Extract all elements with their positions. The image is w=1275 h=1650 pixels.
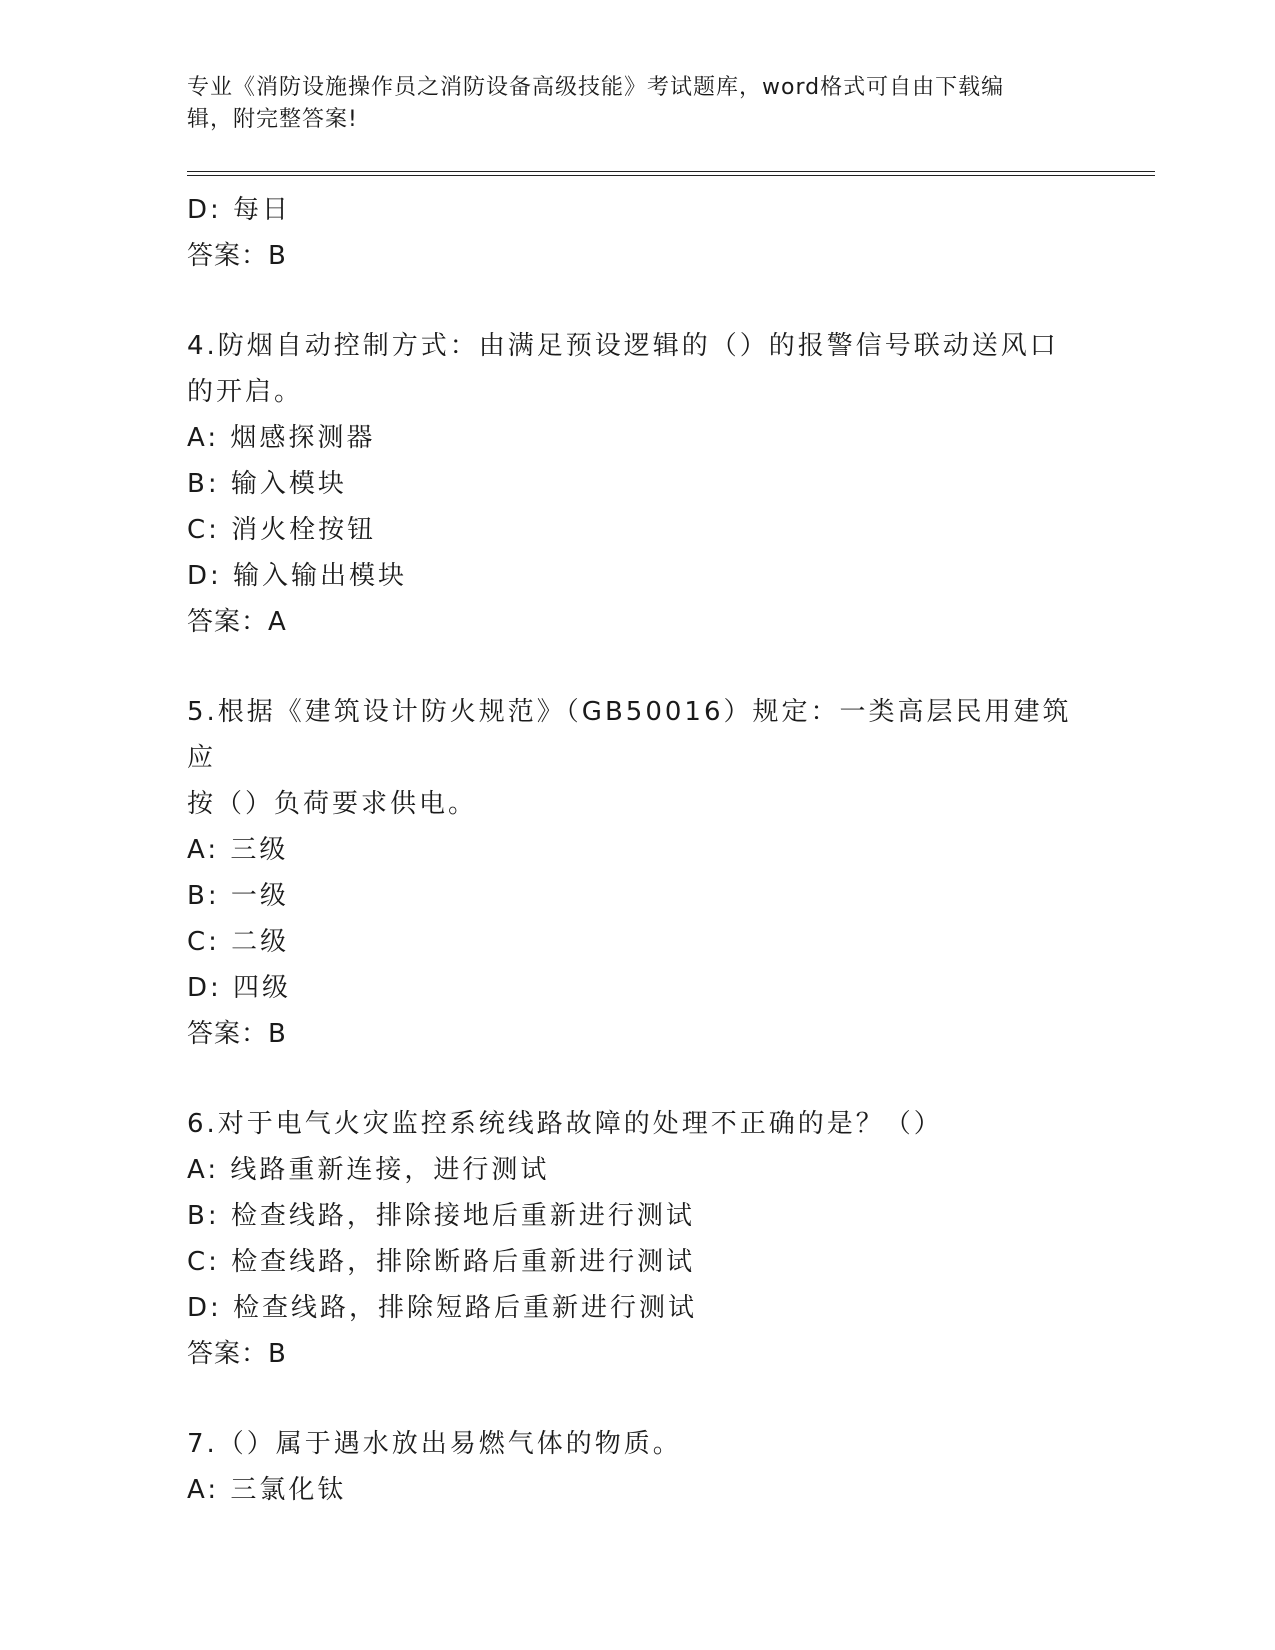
question-4 (187, 323, 1087, 645)
question-stem: 5.根据《建筑设计防火规范》（GB50016）规定：一类高层民用建筑应 (187, 697, 1072, 773)
header-line-1: 专业《消防设施操作员之消防设备高级技能》考试题库，word格式可自由下载编 (187, 75, 1005, 100)
option-b: B: 一级 (187, 881, 289, 911)
option-b: B: 输入模块 (187, 469, 347, 499)
question-stem-cont: 按（）负荷要求供电。 (187, 789, 478, 819)
option-c: C: 二级 (187, 927, 290, 957)
option-b: B: 检查线路，排除接地后重新进行测试 (187, 1201, 695, 1231)
question-stem: 7.（）属于遇水放出易燃气体的物质。 (187, 1429, 682, 1459)
header-rule-top (187, 171, 1155, 172)
option-a: A: 烟感探测器 (187, 423, 376, 453)
question-stem: 6.对于电气火灾监控系统线路故障的处理不正确的是？（） (187, 1109, 943, 1139)
question-6 (187, 1101, 1087, 1377)
option-d: D: 检查线路，排除短路后重新进行测试 (187, 1293, 698, 1323)
option-d: D: 输入输出模块 (187, 561, 408, 591)
option-c: C: 检查线路，排除断路后重新进行测试 (187, 1247, 696, 1277)
page-header (187, 72, 1077, 136)
option-a: A: 线路重新连接，进行测试 (187, 1155, 550, 1185)
answer-line: 答案：B (187, 1339, 287, 1369)
option-c: C: 消火栓按钮 (187, 515, 377, 545)
question-5 (187, 689, 1087, 1057)
header-line-2: 辑，附完整答案! (187, 107, 358, 132)
question-stem: 4.防烟自动控制方式：由满足预设逻辑的（）的报警信号联动送风口 (187, 331, 1059, 361)
option-d: D: 每日 (187, 195, 292, 225)
answer-line: 答案：A (187, 607, 287, 637)
option-a: A: 三级 (187, 835, 289, 865)
answer-line: 答案：B (187, 1019, 287, 1049)
option-d: D: 四级 (187, 973, 292, 1003)
question-7 (187, 1421, 1087, 1513)
question-stem-cont: 的开启。 (187, 377, 304, 407)
answer-line: 答案：B (187, 241, 287, 271)
option-a: A: 三氯化钛 (187, 1475, 347, 1505)
header-rule-bottom (187, 175, 1155, 176)
question-content (187, 187, 1087, 1513)
